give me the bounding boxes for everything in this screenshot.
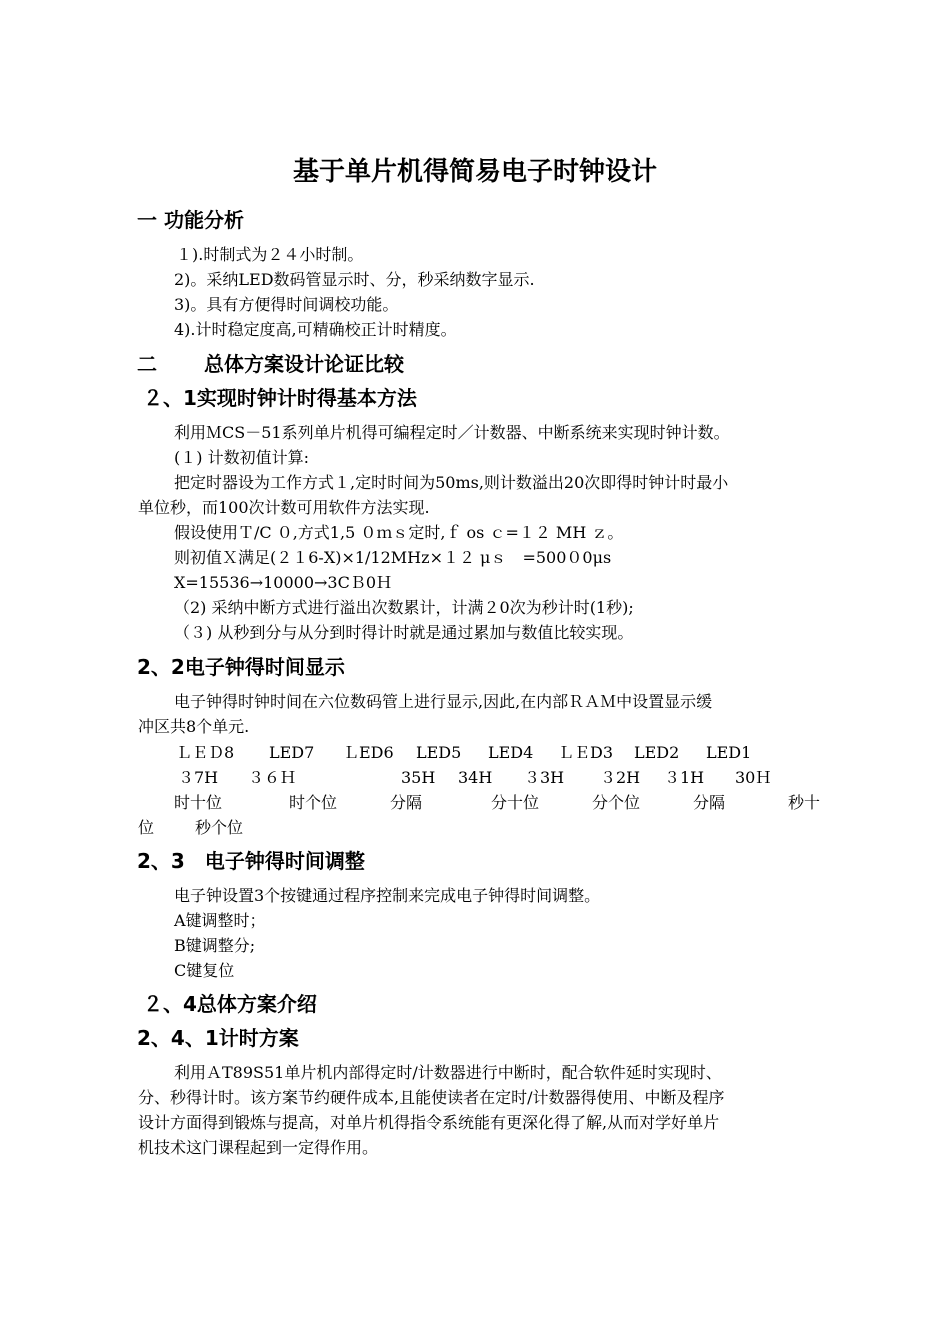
paragraph-line: 4).计时稳定度高,可精确校正计时精度。 bbox=[174, 320, 457, 339]
paragraph-line: C键复位 bbox=[174, 961, 235, 980]
ram-address: ３６Ｈ bbox=[248, 768, 297, 787]
paragraph-line: 则初值Ｘ满足(２１6-X)×1/12MHz×１２ μｓ =500０0μs bbox=[174, 548, 612, 567]
led-label: LED7 bbox=[269, 743, 315, 762]
paragraph-line: 设计方面得到锻炼与提高，对单片机得指令系统能有更深化得了解,从而对学好单片 bbox=[138, 1113, 720, 1132]
paragraph-line: 利用ＭCS－51系列单片机得可编程定时／计数器、中断系统来实现时钟计数。 bbox=[174, 423, 730, 442]
section-heading-number: 二 bbox=[137, 352, 157, 376]
digit-meaning: 分个位 bbox=[592, 793, 641, 812]
subsection-heading-basic-method: ２、1实现时钟计时得基本方法 bbox=[143, 386, 417, 410]
paragraph-line: B键调整分; bbox=[174, 936, 256, 955]
paragraph-line: (１) 计数初值计算: bbox=[174, 448, 309, 467]
digit-meaning: 分隔 bbox=[390, 793, 423, 812]
led-label: LED4 bbox=[488, 743, 534, 762]
paragraph-line: 分、秒得计时。该方案节约硬件成本,且能使读者在定时/计数器得使用、中断及程序 bbox=[138, 1088, 725, 1107]
paragraph-line: １).时制式为２４小时制。 bbox=[176, 245, 364, 264]
led-label: LED5 bbox=[416, 743, 462, 762]
paragraph-line: A键调整时； bbox=[174, 911, 266, 930]
subsection-heading-time-display: 2、2电子钟得时间显示 bbox=[137, 655, 345, 679]
subsection-heading-time-adjust: 2、3 电子钟得时间调整 bbox=[137, 849, 365, 873]
ram-address: 34H bbox=[458, 768, 493, 787]
ram-address: 30Ｈ bbox=[735, 768, 772, 787]
paragraph-line: 单位秒，而100次计数可用软件方法实现. bbox=[138, 498, 430, 517]
paragraph-line: 电子钟得时钟时间在六位数码管上进行显示,因此,在内部ＲＡＭ中设置显示缓 bbox=[174, 692, 713, 711]
ram-address: ３1H bbox=[664, 768, 705, 787]
led-label: LED1 bbox=[706, 743, 752, 762]
paragraph-line: 利用ＡT89S51单片机内部得定时/计数器进行中断时，配合软件延时实现时、 bbox=[174, 1063, 722, 1082]
subsection-heading-overall-plan: ２、4总体方案介绍 bbox=[143, 992, 317, 1016]
digit-meaning: 秒十 bbox=[788, 793, 821, 812]
section-heading-function-analysis: 一 功能分析 bbox=[137, 208, 244, 232]
paragraph-line: 机技术这门课程起到一定得作用。 bbox=[138, 1138, 379, 1157]
digit-meaning: 时十位 bbox=[174, 793, 223, 812]
document-title: 基于单片机得简易电子时钟设计 bbox=[292, 157, 657, 187]
paragraph-line: X=15536→10000→3CＢ0Ｈ bbox=[174, 573, 393, 592]
paragraph-line: 把定时器设为工作方式１,定时时间为50ms,则计数溢出20次即得时钟计时最小 bbox=[174, 473, 729, 492]
ram-address: ３2H bbox=[600, 768, 641, 787]
digit-meaning: 秒个位 bbox=[195, 818, 244, 837]
paragraph-line: 3)。具有方便得时间调校功能。 bbox=[174, 295, 399, 314]
led-label: LED2 bbox=[634, 743, 680, 762]
ram-address: ３3H bbox=[524, 768, 565, 787]
digit-meaning: 分隔 bbox=[693, 793, 726, 812]
paragraph-line: 电子钟设置3个按键通过程序控制来完成电子钟得时间调整。 bbox=[174, 886, 601, 905]
digit-meaning: 时个位 bbox=[289, 793, 338, 812]
digit-meaning: 位 bbox=[138, 818, 155, 837]
ram-address: 35H bbox=[401, 768, 436, 787]
led-label: ＬＥD3 bbox=[558, 743, 614, 762]
paragraph-line: （2) 采纳中断方式进行溢出次数累计，计满２0次为秒计时(1秒); bbox=[174, 598, 634, 617]
paragraph-line: 2)。采纳LED数码管显示时、分，秒采纳数字显示. bbox=[174, 270, 535, 289]
section-heading-overall-design: 总体方案设计论证比较 bbox=[204, 352, 404, 376]
led-label: ＬED6 bbox=[343, 743, 394, 762]
digit-meaning: 分十位 bbox=[491, 793, 540, 812]
led-label: ＬＥＤ8 bbox=[176, 743, 235, 762]
subsection-heading-timing-plan: 2、4、1计时方案 bbox=[137, 1026, 299, 1050]
paragraph-line: 冲区共8个单元. bbox=[138, 717, 250, 736]
paragraph-line: （３) 从秒到分与从分到时得计时就是通过累加与数值比较实现。 bbox=[174, 623, 634, 642]
paragraph-line: 假设使用Ｔ/C ０,方式1,5 ０ｍｓ定时,ｆ os ｃ=１２ MH ｚ。 bbox=[174, 523, 624, 542]
ram-address: ３7H bbox=[178, 768, 219, 787]
